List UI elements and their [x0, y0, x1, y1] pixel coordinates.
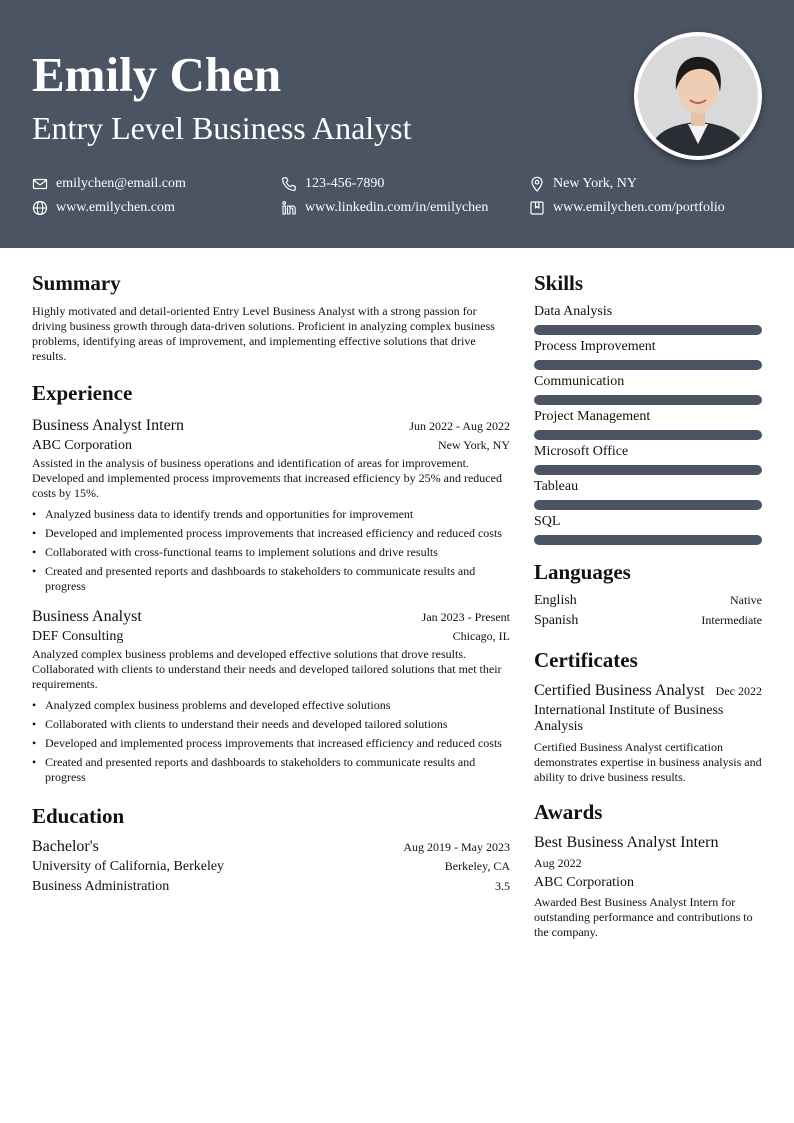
section-heading: Summary [32, 271, 121, 295]
skill-name: SQL [534, 514, 561, 529]
language-name: English [534, 593, 577, 608]
candidate-title: Entry Level Business Analyst [32, 110, 412, 146]
award-name: Best Business Analyst Intern [534, 834, 719, 851]
skill-item [534, 302, 762, 335]
job-dates: Jan 2023 - Present [421, 610, 510, 624]
job-company-row [32, 436, 510, 456]
skills-list [534, 302, 762, 545]
skill-item [534, 512, 762, 545]
job-bullet: • Developed and implemented process improvements that increased efficiency and reduced costs [45, 736, 510, 751]
job-bullets [32, 698, 510, 785]
linkedin-icon [281, 200, 297, 216]
job-header [32, 607, 510, 627]
job-bullet: • Developed and implemented process improvements that increased efficiency and reduced costs [45, 526, 510, 541]
job-dates: Jun 2022 - Aug 2022 [409, 419, 510, 433]
job-bullet: • Collaborated with cross-functional teams to implement solutions and drive results [45, 545, 510, 560]
education-gpa: 3.5 [495, 879, 510, 893]
job-bullet: • Analyzed complex business problems and developed effective solutions [45, 698, 510, 713]
skill-item [534, 442, 762, 475]
language-item [534, 611, 762, 631]
job-entry [32, 607, 510, 785]
section-heading: Skills [534, 271, 584, 295]
skill-name: Communication [534, 374, 625, 389]
job-title: Business Analyst Intern [32, 417, 184, 434]
profile-photo [634, 32, 762, 160]
job-description: Analyzed complex business problems and developed effective solutions that drove results. Collaborated with clients to understand their needs and developed tailored solutions that met their requirements. [32, 647, 502, 691]
education-section [32, 803, 510, 897]
awards-section [534, 799, 762, 940]
skill-level-bar [534, 535, 762, 545]
job-company: DEF Consulting [32, 629, 124, 644]
section-heading: Languages [534, 560, 631, 584]
location-text: New York, NY [553, 176, 638, 191]
phone-icon [281, 176, 297, 192]
education-school: University of California, Berkeley [32, 859, 225, 874]
education-dates: Aug 2019 - May 2023 [403, 840, 510, 854]
section-heading: Awards [534, 800, 603, 824]
education-location: Berkeley, CA [444, 859, 510, 873]
contact-website[interactable] [32, 199, 175, 217]
certificate-date: Dec 2022 [715, 684, 762, 698]
linkedin-text[interactable]: www.linkedin.com/in/emilychen [305, 200, 489, 215]
skill-name: Project Management [534, 409, 651, 424]
certificate-name: Certified Business Analyst [534, 682, 705, 699]
job-company: ABC Corporation [32, 438, 132, 453]
job-title: Business Analyst [32, 608, 142, 625]
contact-portfolio[interactable] [529, 199, 725, 217]
language-level: Native [730, 593, 762, 607]
job-bullet: • Collaborated with clients to understand their needs and developed tailored solutions [45, 717, 510, 732]
language-name: Spanish [534, 613, 579, 628]
certificate-issuer: International Institute of Business Analysis [534, 703, 724, 734]
contact-linkedin[interactable] [281, 199, 488, 217]
globe-icon [32, 200, 48, 216]
website-text[interactable]: www.emilychen.com [56, 200, 175, 215]
certificate-header [534, 681, 762, 701]
skills-section [534, 270, 762, 545]
skill-level-bar [534, 500, 762, 510]
education-field-row [32, 877, 510, 897]
award-entry [534, 833, 762, 940]
main-column [32, 270, 510, 897]
skill-name: Data Analysis [534, 304, 613, 319]
candidate-name: Emily Chen [32, 47, 282, 102]
skill-level-bar [534, 325, 762, 335]
education-field: Business Administration [32, 879, 170, 894]
skill-name: Tableau [534, 479, 579, 494]
skill-level-bar [534, 430, 762, 440]
section-heading: Education [32, 804, 125, 828]
job-description: Assisted in the analysis of business operations and identification of areas for improvement. Developed and implemented process improvements that increased efficiency by 25% and reduced costs by 15%. [32, 456, 502, 500]
portfolio-text[interactable]: www.emilychen.com/portfolio [553, 200, 725, 215]
phone-text[interactable]: 123-456-7890 [305, 176, 385, 191]
certificate-description: Certified Business Analyst certification demonstrates expertise in business analysis and ability to drive business results. [534, 740, 762, 784]
side-column [534, 270, 762, 940]
language-level: Intermediate [701, 613, 762, 627]
map-pin-icon [529, 176, 545, 192]
contact-location [529, 175, 637, 193]
experience-section [32, 380, 510, 785]
summary-text: Highly motivated and detail-oriented Entry Level Business Analyst with a strong passion for driving business growth through data-driven solutions. Proficient in analyzing complex business problems, identifying areas of improvement, and implementing effective solutions that drive results. [32, 304, 495, 363]
contact-phone[interactable] [281, 175, 384, 193]
resume-header [0, 0, 794, 248]
section-heading: Experience [32, 381, 133, 405]
skill-level-bar [534, 395, 762, 405]
skill-item [534, 337, 762, 370]
skill-name: Microsoft Office [534, 444, 629, 459]
job-bullet: • Created and presented reports and dashboards to stakeholders to communicate results and progress [45, 564, 510, 594]
languages-list [534, 591, 762, 631]
job-header [32, 416, 510, 436]
skill-level-bar [534, 360, 762, 370]
envelope-icon [32, 176, 48, 192]
education-entry [32, 837, 510, 897]
contact-email[interactable] [32, 175, 186, 193]
job-bullet: • Created and presented reports and dashboards to stakeholders to communicate results and progress [45, 755, 510, 785]
award-issuer: ABC Corporation [534, 875, 634, 890]
job-entry [32, 416, 510, 594]
skill-level-bar [534, 465, 762, 475]
skill-item [534, 407, 762, 440]
award-date: Aug 2022 [534, 856, 582, 870]
summary-section [32, 270, 510, 364]
bookmark-icon [529, 200, 545, 216]
skill-item [534, 372, 762, 405]
languages-section [534, 559, 762, 631]
job-bullets [32, 507, 510, 594]
certificates-section [534, 647, 762, 785]
language-item [534, 591, 762, 611]
job-bullet: • Analyzed business data to identify trends and opportunities for improvement [45, 507, 510, 522]
award-description: Awarded Best Business Analyst Intern for outstanding performance and contributions to the company. [534, 895, 753, 939]
job-company-row [32, 627, 510, 647]
skill-name: Process Improvement [534, 339, 656, 354]
email-text[interactable]: emilychen@email.com [56, 176, 186, 191]
education-degree: Bachelor's [32, 838, 99, 855]
job-location: New York, NY [437, 438, 510, 452]
job-location: Chicago, IL [452, 629, 510, 643]
skill-item [534, 477, 762, 510]
education-school-row [32, 857, 510, 877]
section-heading: Certificates [534, 648, 638, 672]
education-degree-row [32, 837, 510, 857]
certificate-entry [534, 681, 762, 785]
